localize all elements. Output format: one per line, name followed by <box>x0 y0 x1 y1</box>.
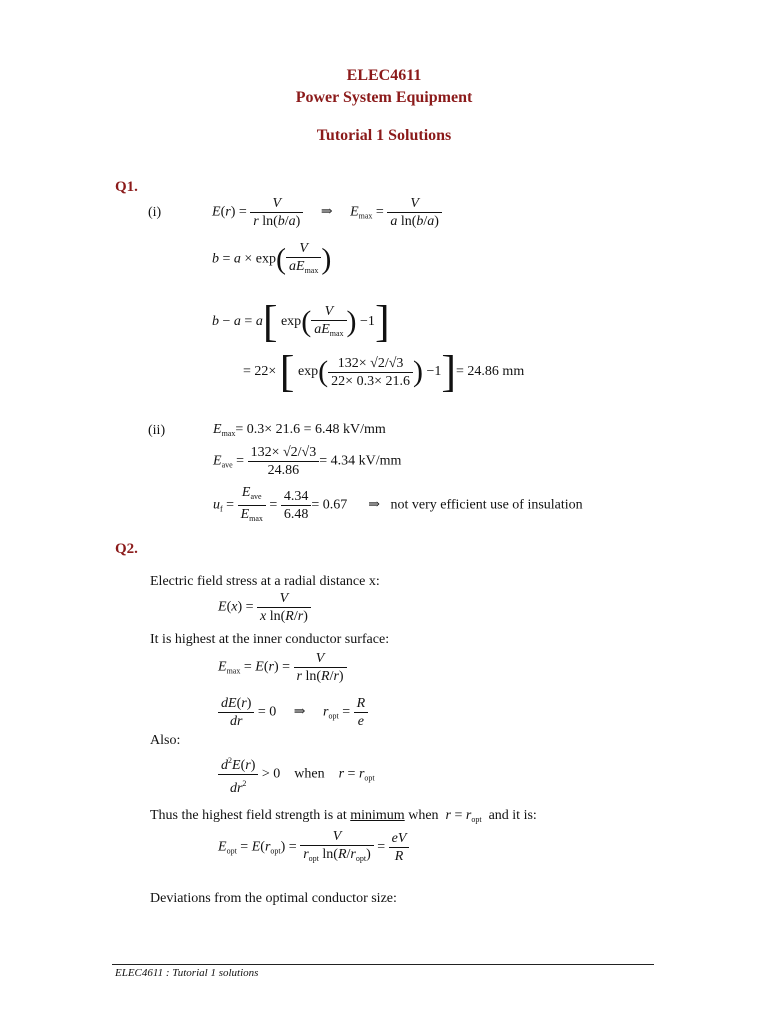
equation-second-derivative: $\frac{d^2E(r)}{dr^2}$ > 0 when $r = r_{opt}$ <box>218 752 375 797</box>
uf-comment: not very efficient use of insulation <box>390 497 583 513</box>
text4-underlined: minimum <box>350 808 405 823</box>
equation-derivative: $\frac{dE(r)}{dr}$ = 0 ⇒ $r_{opt}$ = $\frac{R}{e}$ <box>218 695 368 730</box>
uf-numerator: 4.34 <box>281 488 312 506</box>
equation-emax-er: $E_{max} = E(r)$ = $\frac{V}{\text{r ln(R/r)}}$ <box>218 650 347 685</box>
text4-b: when <box>408 808 439 823</box>
q2-text-deviations: Deviations from the optimal conductor size: <box>150 891 397 906</box>
course-code: ELEC4611 <box>346 67 422 84</box>
eave-denominator: 24.86 <box>267 463 300 478</box>
q2-text-field-stress: Electric field stress at a radial distance x: <box>150 574 380 589</box>
equation-field-stress: E(r) = $\frac{V}{\text{r ln(b/a)}}$ ⇒ $E_{max}$ = $\frac{V}{\text{a ln(b/a)}}$ <box>212 195 442 230</box>
equation-insulation-thickness: b − a = a[ exp( $\frac{V}{aE_{max}}$ ) −1] <box>212 297 390 346</box>
eave-result: = 4.34 kV/mm <box>319 453 402 469</box>
uf-denominator: 6.48 <box>283 507 309 522</box>
q2-label: Q2. <box>115 541 138 557</box>
equation-b-expression: b = a × exp( $\frac{V}{aE_{max}}$ ) <box>212 241 332 276</box>
equation-eave: $E_{ave}$ = $\frac{132\times √2/√3}{24.86}$ = 4.34 kV/mm <box>213 445 402 478</box>
uf-result: = 0.67 <box>311 497 348 513</box>
q2-text-highest-minimum: Thus the highest field strength is at minimum when $r = r_{opt}$ and it is: <box>150 808 537 824</box>
q2-text-highest: It is highest at the inner conductor surface: <box>150 632 390 647</box>
text4-c: and it is: <box>488 808 537 823</box>
eave-numerator: 132× √2/√3 <box>248 444 320 462</box>
equation-ex: E(x) = $\frac{V}{\text{x ln(R/r)}}$ <box>218 590 311 625</box>
course-title: Power System Equipment <box>295 89 473 106</box>
equation-eopt: $E_{opt} = E(r_{opt})$ = $\frac{V}{r_{opt} \ln(R/r_{opt})}$ = $\frac{eV}{R}$ <box>218 828 409 867</box>
q1-label: Q1. <box>115 179 138 195</box>
when-word: when <box>294 766 325 782</box>
equation-numeric-thickness: = 22× [ exp( $\frac{132\times √2/√3}{22\times 0.3\times 21.6}$ ) −1]= 24.86 mm <box>243 347 525 396</box>
emax-value: = 0.3× 21.6 = 6.48 kV/mm <box>235 422 386 437</box>
q1-part-ii-label: (ii) <box>148 423 166 438</box>
footer-text: ELEC4611 : Tutorial 1 solutions <box>115 967 259 979</box>
text4-a: Thus the highest field strength is at <box>150 808 347 823</box>
equation-emax-value: $E_{max}= 0.3\times 21.6 = 6.48$ kV/mm <box>213 422 386 438</box>
equation-utilization-factor: $u_f$ = $\frac{E_{ave}}{E_{max}}$ = $\frac{4.34}{6.48}$ = 0.67 ⇒ not very efficient use of insulation <box>213 485 583 523</box>
thickness-result: = 24.86 mm <box>456 364 525 380</box>
footer-divider <box>112 964 654 965</box>
q2-text-also: Also: <box>150 733 181 748</box>
q1-part-i-label: (i) <box>148 205 162 220</box>
tutorial-title: Tutorial 1 Solutions <box>316 127 452 144</box>
